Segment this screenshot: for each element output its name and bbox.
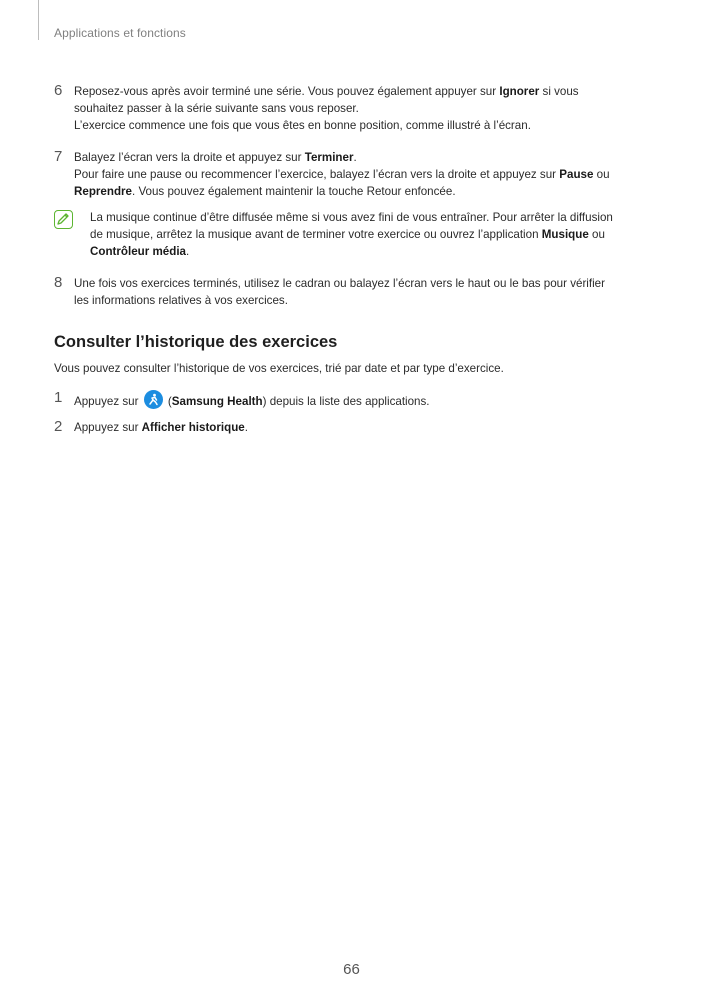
note-text bbox=[90, 209, 613, 260]
step-line bbox=[74, 390, 654, 410]
note-block bbox=[54, 209, 654, 260]
text: Appuyez sur bbox=[74, 395, 142, 408]
text: Pour faire une pause ou recommencer l’exercice, balayez l’écran vers la droite et appuyez sur bbox=[74, 168, 560, 181]
text: ( bbox=[164, 395, 172, 408]
step-number: 7 bbox=[54, 148, 63, 165]
terminer-label: Terminer bbox=[304, 151, 354, 164]
text: Balayez l’écran vers la droite et appuyez sur bbox=[74, 151, 305, 164]
samsung-health-label: Samsung Health bbox=[171, 395, 263, 408]
running-header: Applications et fonctions bbox=[54, 26, 186, 40]
step-1 bbox=[54, 390, 654, 410]
step-line bbox=[74, 166, 654, 183]
section-title: Consulter l’historique des exercices bbox=[54, 333, 338, 351]
text: . bbox=[185, 245, 190, 258]
step-line bbox=[74, 183, 654, 200]
step-body bbox=[74, 419, 654, 436]
step-body bbox=[74, 390, 654, 410]
text: ou bbox=[593, 168, 610, 181]
step-line: L’exercice commence une fois que vous êtes en bonne position, comme illustré à l’écran. bbox=[74, 119, 531, 132]
text: ou bbox=[588, 228, 605, 241]
step-line bbox=[74, 83, 654, 100]
note-line: La musique continue d’être diffusée même si vous avez fini de vous entraîner. Pour arrêter la diffusion bbox=[90, 211, 613, 224]
controleur-media-label: Contrôleur média bbox=[90, 245, 186, 258]
afficher-historique-label: Afficher historique bbox=[141, 421, 245, 434]
note-line bbox=[90, 243, 613, 260]
note-line bbox=[90, 226, 613, 243]
step-line: souhaitez passer à la série suivante sans vous reposer. bbox=[74, 102, 359, 115]
step-2 bbox=[54, 419, 654, 436]
step-number: 6 bbox=[54, 82, 63, 99]
step-line bbox=[74, 149, 654, 166]
section-intro: Vous pouvez consulter l’historique de vos exercices, trié par date et par type d’exercice. bbox=[54, 362, 504, 375]
text: si vous bbox=[539, 85, 579, 98]
step-6 bbox=[54, 83, 654, 134]
text: de musique, arrêtez la musique avant de terminer votre exercice ou ouvrez l’application bbox=[90, 228, 542, 241]
text: . bbox=[353, 151, 357, 164]
text: Reposez-vous après avoir terminé une série. Vous pouvez également appuyer sur bbox=[74, 85, 500, 98]
musique-label: Musique bbox=[541, 228, 589, 241]
step-line: Une fois vos exercices terminés, utilisez le cadran ou balayez l’écran vers le haut ou le bas pour vérifier bbox=[74, 277, 605, 290]
step-line bbox=[74, 419, 654, 436]
step-body bbox=[74, 83, 654, 134]
step-8 bbox=[54, 275, 654, 309]
step-number: 8 bbox=[54, 274, 63, 291]
note-pencil-icon bbox=[54, 210, 73, 229]
step-number: 1 bbox=[54, 389, 63, 406]
step-body bbox=[74, 149, 654, 200]
step-7 bbox=[54, 149, 654, 200]
text: . Vous pouvez également maintenir la touche Retour enfoncée. bbox=[132, 185, 456, 198]
margin-rule bbox=[38, 0, 39, 40]
text: Appuyez sur bbox=[74, 421, 142, 434]
pause-label: Pause bbox=[559, 168, 594, 181]
reprendre-label: Reprendre bbox=[74, 185, 132, 198]
step-body bbox=[74, 275, 654, 309]
text: . bbox=[244, 421, 248, 434]
samsung-health-icon bbox=[144, 390, 163, 409]
ignorer-label: Ignorer bbox=[499, 85, 540, 98]
text: ) depuis la liste des applications. bbox=[262, 395, 430, 408]
page-number: 66 bbox=[343, 961, 360, 978]
step-line: les informations relatives à vos exercices. bbox=[74, 294, 288, 307]
step-number: 2 bbox=[54, 418, 63, 435]
